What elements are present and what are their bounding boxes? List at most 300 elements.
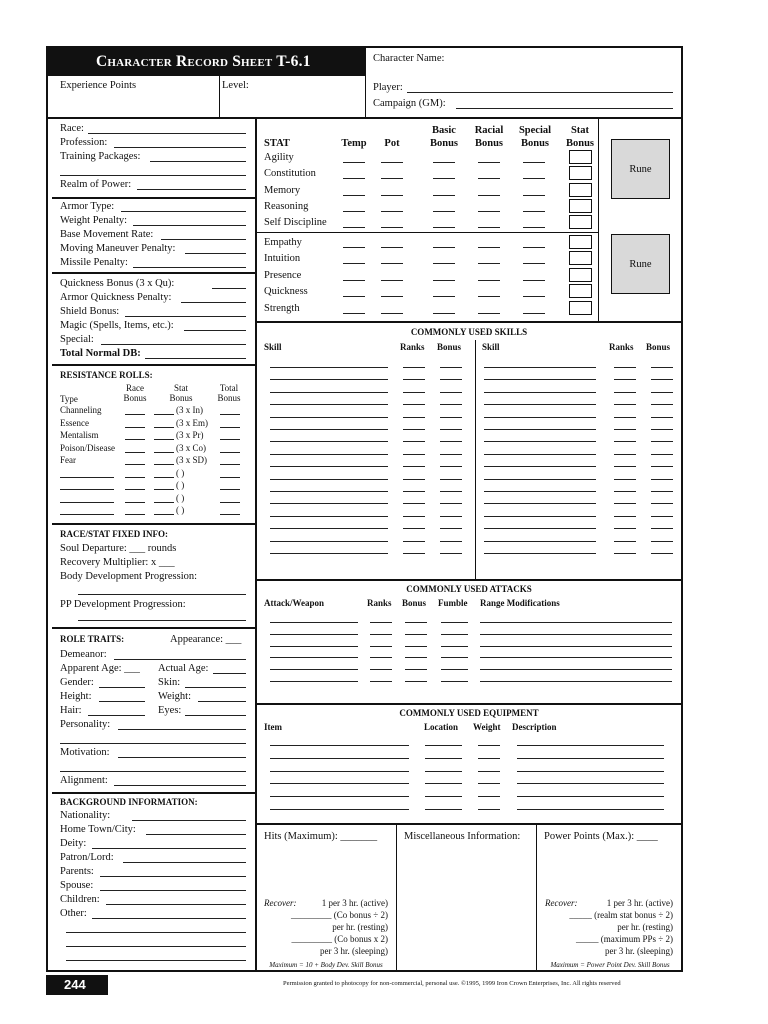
skill-name-field[interactable] xyxy=(484,479,596,480)
hits-maximum-label: Hits (Maximum): _______ xyxy=(264,831,378,842)
resistance-race-field[interactable] xyxy=(125,489,145,490)
skill-name-field[interactable] xyxy=(270,491,388,492)
equipment-weight-field[interactable] xyxy=(478,745,500,746)
stat-basic-field[interactable] xyxy=(433,247,455,248)
attack-weapon-field[interactable] xyxy=(270,622,358,623)
pp-dev-field[interactable] xyxy=(78,620,246,621)
attack-weapon-field[interactable] xyxy=(270,634,358,635)
skill-name-field[interactable] xyxy=(484,392,596,393)
stat-racial-field[interactable] xyxy=(478,178,500,179)
stat-temp-field[interactable] xyxy=(343,313,365,314)
resistance-total-field[interactable] xyxy=(220,514,240,515)
equipment-description-field[interactable] xyxy=(517,796,664,797)
skill-ranks-field[interactable] xyxy=(403,491,425,492)
equipment-weight-field[interactable] xyxy=(478,809,500,810)
stat-pot-field[interactable] xyxy=(381,227,403,228)
skill-ranks-field[interactable] xyxy=(403,454,425,455)
skill-bonus-field[interactable] xyxy=(651,528,673,529)
skill-name-field[interactable] xyxy=(270,417,388,418)
stat-special-field[interactable] xyxy=(523,211,545,212)
stat-bonus-box[interactable] xyxy=(569,251,592,265)
stat-basic-field[interactable] xyxy=(433,313,455,314)
skill-ranks-field[interactable] xyxy=(614,541,636,542)
background-field[interactable] xyxy=(100,876,246,877)
resistance-stat-field[interactable] xyxy=(154,477,174,478)
attack-ranks-field[interactable] xyxy=(370,634,392,635)
attack-ranks-field[interactable] xyxy=(370,622,392,623)
equipment-item-field[interactable] xyxy=(270,796,409,797)
stat-racial-field[interactable] xyxy=(478,263,500,264)
stat-racial-field[interactable] xyxy=(478,247,500,248)
skill-bonus-field[interactable] xyxy=(440,441,462,442)
equipment-item-field[interactable] xyxy=(270,745,409,746)
equipment-description-field[interactable] xyxy=(517,771,664,772)
equipment-location-field[interactable] xyxy=(425,809,462,810)
armor-field[interactable] xyxy=(133,267,246,268)
stat-special-field[interactable] xyxy=(523,247,545,248)
background-label: Nationality: xyxy=(60,810,111,821)
skill-ranks-field[interactable] xyxy=(403,417,425,418)
skill-bonus-field[interactable] xyxy=(651,379,673,380)
stat-pot-field[interactable] xyxy=(381,178,403,179)
skill-ranks-field[interactable] xyxy=(614,441,636,442)
skill-bonus-field[interactable] xyxy=(651,553,673,554)
db-block-label: Magic (Spells, Items, etc.): xyxy=(60,320,174,331)
profession-field[interactable] xyxy=(114,147,246,148)
rune-box-2[interactable] xyxy=(611,234,670,294)
resistance-custom-type[interactable] xyxy=(60,502,114,503)
skill-ranks-field[interactable] xyxy=(614,553,636,554)
stat-temp-field[interactable] xyxy=(343,211,365,212)
background-field[interactable] xyxy=(146,834,246,835)
skill-bonus-field[interactable] xyxy=(651,441,673,442)
motivation-field-2[interactable] xyxy=(60,771,246,772)
equipment-weight-field[interactable] xyxy=(478,771,500,772)
skill-name-field[interactable] xyxy=(484,404,596,405)
stat-racial-field[interactable] xyxy=(478,195,500,196)
skill-name-field[interactable] xyxy=(484,454,596,455)
stat-special-field[interactable] xyxy=(523,263,545,264)
skill-bonus-field[interactable] xyxy=(440,404,462,405)
skill-ranks-field[interactable] xyxy=(614,404,636,405)
skill-ranks-field[interactable] xyxy=(614,392,636,393)
skills-col-bonus-2: Bonus xyxy=(646,342,671,352)
stat-temp-field[interactable] xyxy=(343,178,365,179)
skill-bonus-field[interactable] xyxy=(651,516,673,517)
stat-basic-field[interactable] xyxy=(433,195,455,196)
stat-bonus-box[interactable] xyxy=(569,166,592,180)
skill-bonus-field[interactable] xyxy=(651,367,673,368)
skill-bonus-field[interactable] xyxy=(440,503,462,504)
skill-bonus-field[interactable] xyxy=(651,404,673,405)
stat-pot-field[interactable] xyxy=(381,296,403,297)
stat-pot-field[interactable] xyxy=(381,280,403,281)
attack-fumble-field[interactable] xyxy=(441,634,468,635)
skill-name-field[interactable] xyxy=(270,503,388,504)
skill-name-field[interactable] xyxy=(484,466,596,467)
training-packages-field[interactable] xyxy=(150,161,246,162)
skill-bonus-field[interactable] xyxy=(440,516,462,517)
stat-temp-field[interactable] xyxy=(343,195,365,196)
skill-bonus-field[interactable] xyxy=(651,454,673,455)
stat-pot-field[interactable] xyxy=(381,162,403,163)
background-extra-line[interactable] xyxy=(66,932,246,933)
stat-pot-field[interactable] xyxy=(381,211,403,212)
skill-ranks-field[interactable] xyxy=(614,466,636,467)
stat-temp-field[interactable] xyxy=(343,296,365,297)
db-field[interactable] xyxy=(212,288,246,289)
stat-bonus-box[interactable] xyxy=(569,284,592,298)
resistance-stat-field[interactable] xyxy=(154,452,174,453)
attack-fumble-field[interactable] xyxy=(441,646,468,647)
skill-ranks-field[interactable] xyxy=(403,466,425,467)
skill-ranks-field[interactable] xyxy=(614,417,636,418)
stat-bonus-box[interactable] xyxy=(569,215,592,229)
background-field[interactable] xyxy=(106,904,246,905)
equipment-location-field[interactable] xyxy=(425,771,462,772)
skill-bonus-field[interactable] xyxy=(440,528,462,529)
stat-special-field[interactable] xyxy=(523,313,545,314)
stat-special-field[interactable] xyxy=(523,162,545,163)
skill-name-field[interactable] xyxy=(270,528,388,529)
db-field[interactable] xyxy=(184,330,246,331)
resistance-total-field[interactable] xyxy=(220,414,240,415)
hits-line-5: per 3 hr. (sleeping) xyxy=(320,946,388,956)
armor-field[interactable] xyxy=(185,253,246,254)
resistance-stat-field[interactable] xyxy=(154,489,174,490)
skill-ranks-field[interactable] xyxy=(403,429,425,430)
skill-bonus-field[interactable] xyxy=(651,491,673,492)
resistance-race-field[interactable] xyxy=(125,514,145,515)
stat-racial-field[interactable] xyxy=(478,313,500,314)
skill-ranks-field[interactable] xyxy=(403,528,425,529)
background-field[interactable] xyxy=(123,862,246,863)
stat-racial-field[interactable] xyxy=(478,296,500,297)
skill-bonus-field[interactable] xyxy=(440,454,462,455)
resistance-total-field[interactable] xyxy=(220,464,240,465)
equipment-description-field[interactable] xyxy=(517,758,664,759)
stat-basic-field[interactable] xyxy=(433,280,455,281)
skill-bonus-field[interactable] xyxy=(651,466,673,467)
resistance-stat-field[interactable] xyxy=(154,414,174,415)
skill-ranks-field[interactable] xyxy=(614,516,636,517)
skill-name-field[interactable] xyxy=(270,429,388,430)
attack-bonus-field[interactable] xyxy=(405,634,427,635)
resistance-type: Essence xyxy=(60,417,89,428)
resistance-race-field[interactable] xyxy=(125,452,145,453)
stat-basic-field[interactable] xyxy=(433,178,455,179)
resistance-custom-type[interactable] xyxy=(60,489,114,490)
attack-bonus-field[interactable] xyxy=(405,646,427,647)
stat-temp-field[interactable] xyxy=(343,280,365,281)
db-field[interactable] xyxy=(181,302,246,303)
skill-ranks-field[interactable] xyxy=(614,454,636,455)
resistance-stat-field[interactable] xyxy=(154,439,174,440)
attack-weapon-field[interactable] xyxy=(270,657,358,658)
skill-name-field[interactable] xyxy=(484,441,596,442)
db-field[interactable] xyxy=(101,344,246,345)
equipment-item-field[interactable] xyxy=(270,783,409,784)
skill-name-field[interactable] xyxy=(270,404,388,405)
attack-ranks-field[interactable] xyxy=(370,681,392,682)
stat-pot-field[interactable] xyxy=(381,247,403,248)
skill-name-field[interactable] xyxy=(484,541,596,542)
attack-bonus-field[interactable] xyxy=(405,681,427,682)
skill-name-field[interactable] xyxy=(484,503,596,504)
attack-range-field[interactable] xyxy=(480,669,672,670)
skill-bonus-field[interactable] xyxy=(651,429,673,430)
skill-ranks-field[interactable] xyxy=(403,503,425,504)
stat-racial-field[interactable] xyxy=(478,211,500,212)
resistance-race-field[interactable] xyxy=(125,477,145,478)
skill-name-field[interactable] xyxy=(270,466,388,467)
resistance-stat-field[interactable] xyxy=(154,427,174,428)
equipment-description-field[interactable] xyxy=(517,783,664,784)
eyes-field[interactable] xyxy=(185,715,246,716)
stat-pot-field[interactable] xyxy=(381,195,403,196)
equipment-description-field[interactable] xyxy=(517,745,664,746)
skill-ranks-field[interactable] xyxy=(403,404,425,405)
skill-bonus-field[interactable] xyxy=(440,379,462,380)
skill-ranks-field[interactable] xyxy=(614,528,636,529)
equipment-item-field[interactable] xyxy=(270,809,409,810)
equipment-weight-field[interactable] xyxy=(478,796,500,797)
resistance-stat-field[interactable] xyxy=(154,514,174,515)
skill-bonus-field[interactable] xyxy=(440,417,462,418)
skill-name-field[interactable] xyxy=(270,479,388,480)
weight-field[interactable] xyxy=(198,701,246,702)
equipment-item-field[interactable] xyxy=(270,758,409,759)
resistance-total-field[interactable] xyxy=(220,452,240,453)
equipment-item-field[interactable] xyxy=(270,771,409,772)
skill-ranks-field[interactable] xyxy=(403,479,425,480)
resistance-race-field[interactable] xyxy=(125,439,145,440)
background-field[interactable] xyxy=(92,848,246,849)
stat-special-field[interactable] xyxy=(523,227,545,228)
stat-basic-field[interactable] xyxy=(433,296,455,297)
skill-bonus-field[interactable] xyxy=(440,367,462,368)
armor-field[interactable] xyxy=(161,239,246,240)
skill-name-field[interactable] xyxy=(270,367,388,368)
player-field[interactable] xyxy=(407,92,673,93)
resistance-race-field[interactable] xyxy=(125,464,145,465)
gender-field[interactable] xyxy=(99,687,145,688)
skill-bonus-field[interactable] xyxy=(440,466,462,467)
skill-ranks-field[interactable] xyxy=(614,367,636,368)
attack-ranks-field[interactable] xyxy=(370,657,392,658)
skill-bonus-field[interactable] xyxy=(651,392,673,393)
stat-bonus-box[interactable] xyxy=(569,235,592,249)
equipment-location-field[interactable] xyxy=(425,758,462,759)
skill-ranks-field[interactable] xyxy=(403,379,425,380)
training-packages-field-2[interactable] xyxy=(60,175,246,176)
actual-age-field[interactable] xyxy=(213,673,246,674)
resistance-total-field[interactable] xyxy=(220,489,240,490)
stat-special-field[interactable] xyxy=(523,296,545,297)
attack-range-field[interactable] xyxy=(480,622,672,623)
skill-name-field[interactable] xyxy=(270,454,388,455)
stat-bonus-box[interactable] xyxy=(569,150,592,164)
background-label: Parents: xyxy=(60,866,94,877)
stat-special-field[interactable] xyxy=(523,195,545,196)
stat-bonus-box[interactable] xyxy=(569,268,592,282)
body-dev-field[interactable] xyxy=(78,594,246,595)
attack-ranks-field[interactable] xyxy=(370,646,392,647)
attack-fumble-field[interactable] xyxy=(441,681,468,682)
personality-field-2[interactable] xyxy=(60,743,246,744)
attack-weapon-field[interactable] xyxy=(270,681,358,682)
db-field[interactable] xyxy=(145,358,246,359)
skill-ranks-field[interactable] xyxy=(614,379,636,380)
rune-box-1[interactable] xyxy=(611,139,670,199)
stat-basic-field[interactable] xyxy=(433,263,455,264)
race-field[interactable] xyxy=(88,133,246,134)
armor-field[interactable] xyxy=(121,211,246,212)
skill-ranks-field[interactable] xyxy=(403,367,425,368)
stat-racial-field[interactable] xyxy=(478,162,500,163)
db-field[interactable] xyxy=(125,316,246,317)
skill-ranks-field[interactable] xyxy=(403,541,425,542)
attack-bonus-field[interactable] xyxy=(405,622,427,623)
skill-ranks-field[interactable] xyxy=(403,441,425,442)
skill-name-field[interactable] xyxy=(270,516,388,517)
attack-bonus-field[interactable] xyxy=(405,669,427,670)
skin-field[interactable] xyxy=(185,687,246,688)
equipment-location-field[interactable] xyxy=(425,783,462,784)
background-extra-line[interactable] xyxy=(66,960,246,961)
skill-bonus-field[interactable] xyxy=(651,479,673,480)
attack-fumble-field[interactable] xyxy=(441,622,468,623)
campaign-label: Campaign (GM): xyxy=(373,98,446,109)
resistance-total-field[interactable] xyxy=(220,477,240,478)
stat-temp-field[interactable] xyxy=(343,263,365,264)
demeanor-field[interactable] xyxy=(114,659,246,660)
stat-temp-field[interactable] xyxy=(343,162,365,163)
resistance-custom-type[interactable] xyxy=(60,514,114,515)
stat-basic-field[interactable] xyxy=(433,211,455,212)
hits-line-3: per hr. (resting) xyxy=(332,922,388,932)
skill-name-field[interactable] xyxy=(484,367,596,368)
equipment-description-field[interactable] xyxy=(517,809,664,810)
stat-racial-field[interactable] xyxy=(478,227,500,228)
background-field[interactable] xyxy=(132,820,246,821)
skill-name-field[interactable] xyxy=(270,553,388,554)
resistance-total-field[interactable] xyxy=(220,439,240,440)
resistance-stat-field[interactable] xyxy=(154,464,174,465)
skill-bonus-field[interactable] xyxy=(651,541,673,542)
skill-name-field[interactable] xyxy=(270,379,388,380)
stat-temp-field[interactable] xyxy=(343,247,365,248)
stat-bonus-box[interactable] xyxy=(569,301,592,315)
attack-range-field[interactable] xyxy=(480,681,672,682)
realm-field[interactable] xyxy=(137,189,246,190)
skill-name-field[interactable] xyxy=(270,392,388,393)
attack-bonus-field[interactable] xyxy=(405,657,427,658)
stat-basic-field[interactable] xyxy=(433,162,455,163)
skill-ranks-field[interactable] xyxy=(403,553,425,554)
skill-ranks-field[interactable] xyxy=(403,392,425,393)
resistance-custom-type[interactable] xyxy=(60,477,114,478)
stat-temp-field[interactable] xyxy=(343,227,365,228)
background-extra-line[interactable] xyxy=(66,946,246,947)
attack-range-field[interactable] xyxy=(480,657,672,658)
skill-bonus-field[interactable] xyxy=(440,541,462,542)
skill-name-field[interactable] xyxy=(484,379,596,380)
attack-range-field[interactable] xyxy=(480,634,672,635)
resistance-total-field[interactable] xyxy=(220,427,240,428)
attack-fumble-field[interactable] xyxy=(441,669,468,670)
attack-ranks-field[interactable] xyxy=(370,669,392,670)
attack-weapon-field[interactable] xyxy=(270,646,358,647)
background-field[interactable] xyxy=(92,918,246,919)
skill-bonus-field[interactable] xyxy=(651,503,673,504)
power-line-5: per 3 hr. (sleeping) xyxy=(605,946,673,956)
skill-bonus-field[interactable] xyxy=(440,553,462,554)
stat-special-field[interactable] xyxy=(523,280,545,281)
stat-racial-field[interactable] xyxy=(478,280,500,281)
skill-ranks-field[interactable] xyxy=(403,516,425,517)
resistance-race-field[interactable] xyxy=(125,502,145,503)
personality-field[interactable] xyxy=(118,729,246,730)
rune-label-2: Rune xyxy=(629,258,652,270)
skill-name-field[interactable] xyxy=(270,441,388,442)
equipment-location-field[interactable] xyxy=(425,745,462,746)
motivation-field[interactable] xyxy=(118,757,246,758)
stat-basic-field[interactable] xyxy=(433,227,455,228)
equipment-weight-field[interactable] xyxy=(478,758,500,759)
skill-name-field[interactable] xyxy=(484,491,596,492)
skill-ranks-field[interactable] xyxy=(614,429,636,430)
alignment-field[interactable] xyxy=(114,785,246,786)
attack-fumble-field[interactable] xyxy=(441,657,468,658)
resistance-race-field[interactable] xyxy=(125,427,145,428)
skill-bonus-field[interactable] xyxy=(440,429,462,430)
resistance-total-field[interactable] xyxy=(220,502,240,503)
skill-bonus-field[interactable] xyxy=(440,479,462,480)
height-field[interactable] xyxy=(99,701,145,702)
stat-special-field[interactable] xyxy=(523,178,545,179)
attack-range-field[interactable] xyxy=(480,646,672,647)
skill-bonus-field[interactable] xyxy=(440,392,462,393)
resistance-stat-field[interactable] xyxy=(154,502,174,503)
stat-bonus-box[interactable] xyxy=(569,183,592,197)
skill-ranks-field[interactable] xyxy=(614,503,636,504)
skill-name-field[interactable] xyxy=(484,553,596,554)
armor-field[interactable] xyxy=(133,225,246,226)
skill-ranks-field[interactable] xyxy=(614,479,636,480)
hair-field[interactable] xyxy=(88,715,145,716)
character-name-field[interactable] xyxy=(455,52,675,66)
stat-bonus-box[interactable] xyxy=(569,199,592,213)
background-field[interactable] xyxy=(100,890,246,891)
resistance-race-field[interactable] xyxy=(125,414,145,415)
skill-name-field[interactable] xyxy=(484,528,596,529)
equipment-location-field[interactable] xyxy=(425,796,462,797)
stat-pot-field[interactable] xyxy=(381,263,403,264)
skill-bonus-field[interactable] xyxy=(651,417,673,418)
attack-weapon-field[interactable] xyxy=(270,669,358,670)
equipment-weight-field[interactable] xyxy=(478,783,500,784)
skill-name-field[interactable] xyxy=(484,417,596,418)
skill-bonus-field[interactable] xyxy=(440,491,462,492)
skill-name-field[interactable] xyxy=(484,516,596,517)
attacks-title: COMMONLY USED ATTACKS xyxy=(406,584,532,594)
skill-name-field[interactable] xyxy=(484,429,596,430)
campaign-field[interactable] xyxy=(456,108,673,109)
stat-pot-field[interactable] xyxy=(381,313,403,314)
skill-name-field[interactable] xyxy=(270,541,388,542)
skill-ranks-field[interactable] xyxy=(614,491,636,492)
